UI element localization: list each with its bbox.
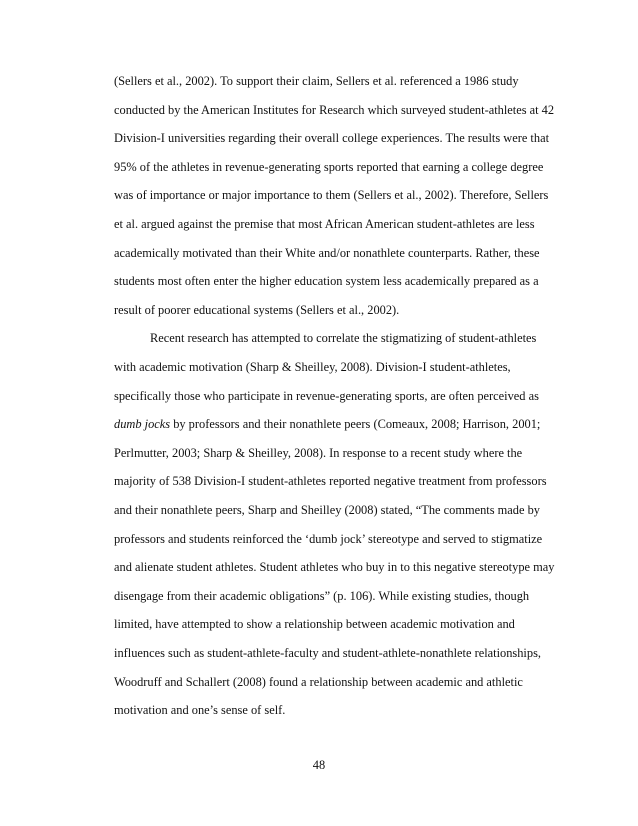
- page-number: 48: [312, 758, 326, 772]
- body-line-5: was of importance or major importance to them (Sellers et al., 2002). Therefore, Sellers: [114, 188, 549, 202]
- italic-term: dumb jocks: [114, 417, 171, 431]
- body-line-9: result of poorer educational systems (Sellers et al., 2002).: [114, 303, 400, 317]
- body-line-4: 95% of the athletes in revenue-generating sports reported that earning a college degree: [114, 160, 544, 174]
- paragraph-start-line: Recent research has attempted to correlate the stigmatizing of student-athletes: [150, 331, 537, 345]
- body-line-17: professors and students reinforced the ‘dumb jock’ stereotype and served to stigmatize: [114, 532, 543, 546]
- body-line-22: Woodruff and Schallert (2008) found a relationship between academic and athletic: [114, 675, 523, 689]
- body-line-15: majority of 538 Division-I student-athletes reported negative treatment from professors: [114, 474, 547, 488]
- body-line-1: (Sellers et al., 2002). To support their claim, Sellers et al. referenced a 1986 study: [114, 74, 519, 88]
- body-line-18: and alienate student athletes. Student athletes who buy in to this negative stereotype may: [114, 560, 555, 574]
- body-line-23: motivation and one’s sense of self.: [114, 703, 286, 717]
- body-line-3: Division-I universities regarding their overall college experiences. The results were that: [114, 131, 550, 145]
- body-line-21: influences such as student-athlete-faculty and student-athlete-nonathlete relationships,: [114, 646, 541, 660]
- body-line-8: students most often enter the higher education system less academically prepared as a: [114, 274, 539, 288]
- body-line-14: Perlmutter, 2003; Sharp & Sheilley, 2008). In response to a recent study where the: [114, 446, 523, 460]
- body-line-6: et al. argued against the premise that most African American student-athletes are less: [114, 217, 535, 231]
- body-line-16: and their nonathlete peers, Sharp and Sheilley (2008) stated, “The comments made by: [114, 503, 540, 517]
- body-line-11: with academic motivation (Sharp & Sheilley, 2008). Division-I student-athletes,: [114, 360, 511, 374]
- body-line-13: [114, 416, 540, 432]
- body-line-12: specifically those who participate in revenue-generating sports, are often perceived as: [114, 389, 539, 403]
- body-line-13-rest: by professors and their nonathlete peers (Comeaux, 2008; Harrison, 2001;: [170, 417, 541, 431]
- body-line-7: academically motivated than their White and/or nonathlete counterparts. Rather, these: [114, 246, 540, 260]
- body-line-2: conducted by the American Institutes for Research which surveyed student-athletes at 42: [114, 103, 555, 117]
- body-line-19: disengage from their academic obligations” (p. 106). While existing studies, though: [114, 589, 530, 603]
- body-line-20: limited, have attempted to show a relationship between academic motivation and: [114, 617, 515, 631]
